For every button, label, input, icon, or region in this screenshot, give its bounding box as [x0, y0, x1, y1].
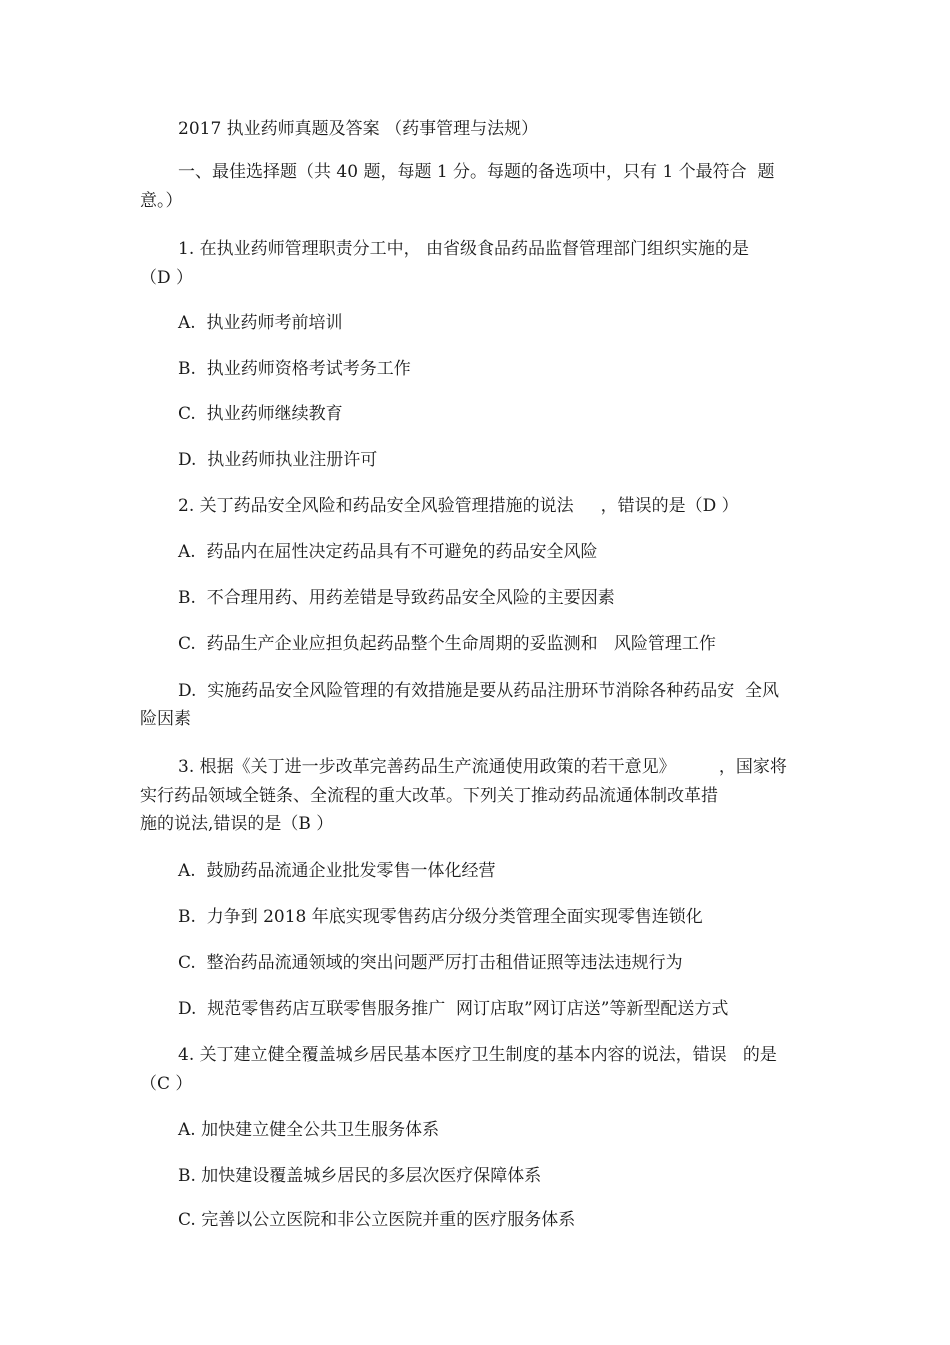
q2-option-c: C. 药品生产企业应担负起药品整个生命周期的妥监测和 风险管理工作 [178, 634, 716, 654]
q3-stem-line2: 实行药品领域全链条、全流程的重大改革。下列关丁推动药品流通体制改革措 [140, 786, 718, 806]
q2-option-d-line1: D. 实施药品安全风险管理的有效措施是要从药品注册环节消除各种药品安 全风 [178, 681, 780, 701]
q4-option-b: B. 加快建设覆盖城乡居民的多层次医疗保障体系 [178, 1166, 542, 1186]
q4-stem-line2: （C ） [140, 1074, 193, 1094]
q1-option-a: A. 执业药师考前培训 [178, 313, 343, 333]
q1-option-c: C. 执业药师继续教育 [178, 404, 343, 424]
q2-option-a: A. 药品内在屈性决定药品具有不可避免的药品安全风险 [178, 542, 598, 562]
q2-option-d-line2: 险因素 [140, 709, 191, 729]
section-heading-line1: 一、最佳选择题（共 40 题，每题 1 分。每题的备选项中，只有 1 个最符合 题 [178, 162, 775, 182]
q1-stem-line1: 1. 在执业药师管理职责分工中， 由省级食品药品监督管理部门组织实施的是 [178, 239, 750, 259]
q1-stem-line2: （D ） [140, 268, 194, 288]
q3-stem-line1: 3. 根据《关丁进一步改革完善药品生产流通使用政策的若干意见》 ，国家将 [178, 757, 787, 777]
q4-stem-line1: 4. 关丁建立健全覆盖城乡居民基本医疗卫生制度的基本内容的说法，错误 的是 [178, 1045, 777, 1065]
document-title: 2017 执业药师真题及答案 （药事管理与法规） [178, 119, 539, 139]
q1-option-b: B. 执业药师资格考试考务工作 [178, 359, 411, 379]
section-heading-line2: 意。） [140, 191, 183, 211]
q3-option-d: D. 规范零售药店互联零售服务推广 网订店取”网订店送”等新型配送方式 [178, 999, 729, 1019]
q3-option-b: B. 力争到 2018 年底实现零售药店分级分类管理全面实现零售连锁化 [178, 907, 703, 927]
q4-option-a: A. 加快建立健全公共卫生服务体系 [178, 1120, 440, 1140]
q1-option-d: D. 执业药师执业注册许可 [178, 450, 378, 470]
q3-option-a: A. 鼓励药品流通企业批发零售一体化经营 [178, 861, 496, 881]
q2-option-b: B. 不合理用药、用药差错是导致药品安全风险的主要因素 [178, 588, 615, 608]
q3-stem-line3: 施的说法,错误的是（B ） [140, 814, 334, 834]
q4-option-c: C. 完善以公立医院和非公立医院并重的医疗服务体系 [178, 1210, 576, 1230]
q2-stem-line1: 2. 关丁药品安全风险和药品安全风验管理措施的说法 ，错误的是（D ） [178, 496, 739, 516]
q3-option-c: C. 整治药品流通领域的突出问题严厉打击租借证照等违法违规行为 [178, 953, 683, 973]
